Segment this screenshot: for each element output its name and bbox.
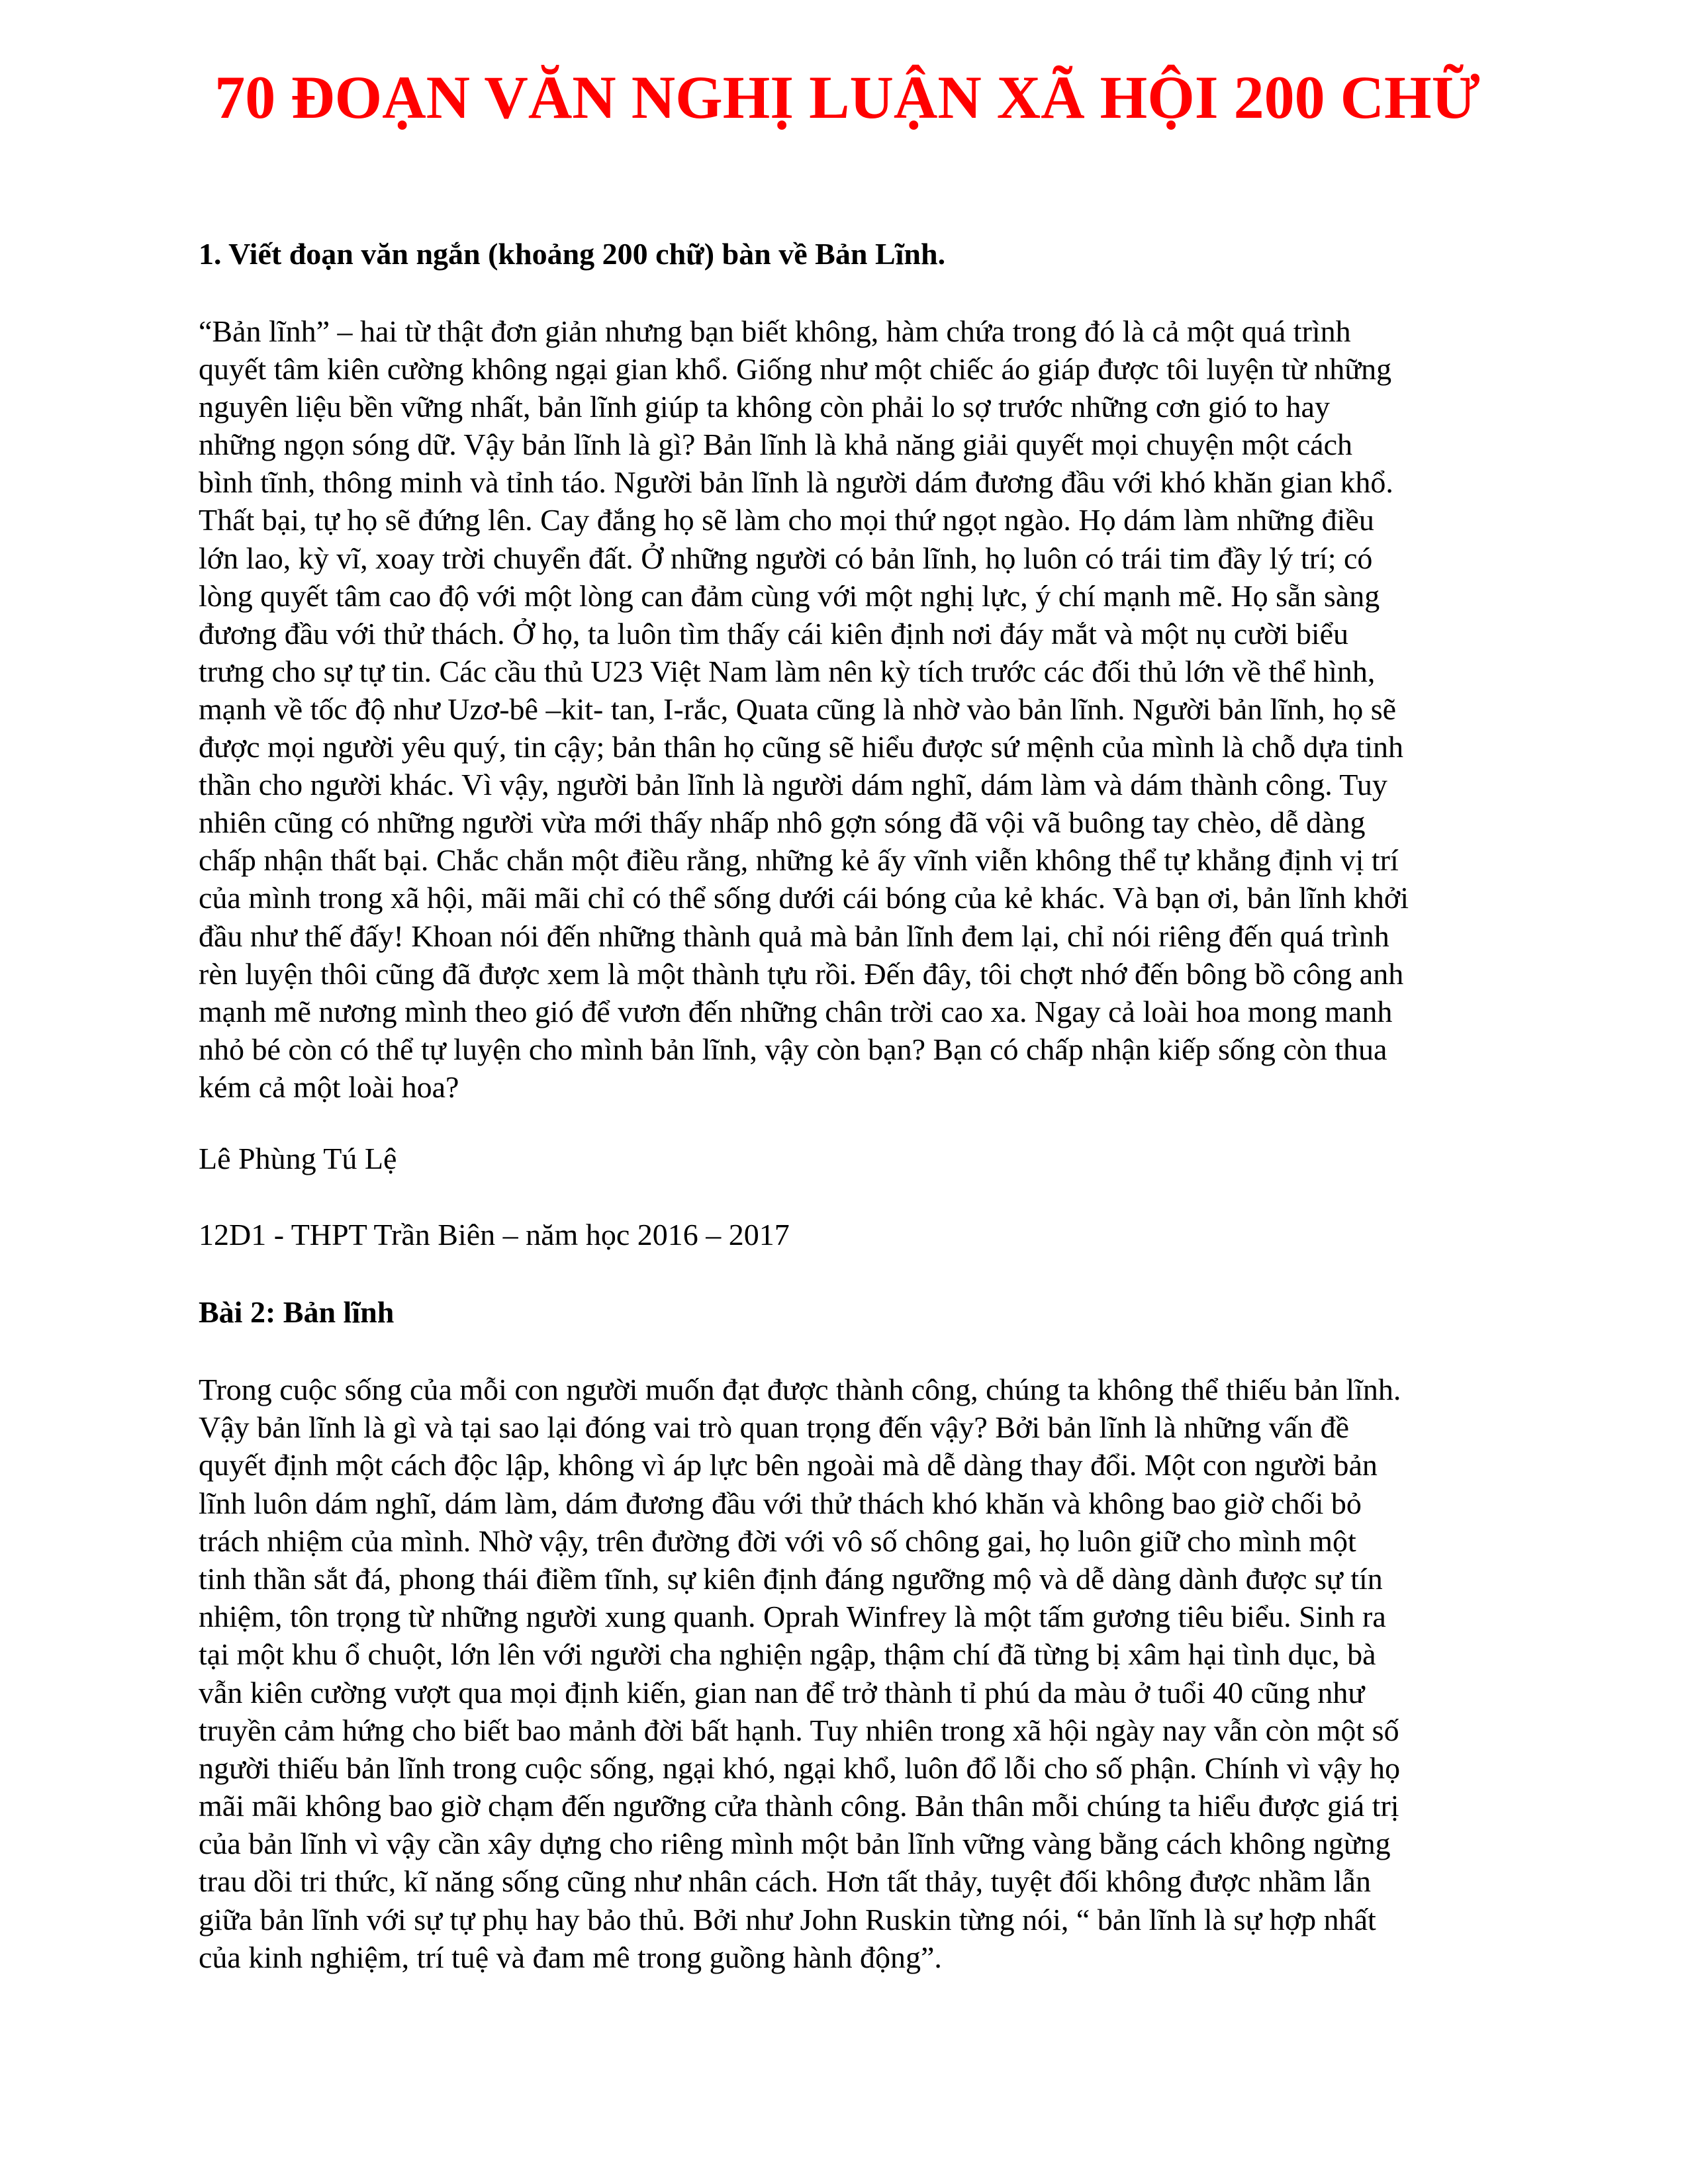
paragraph-line: người thiếu bản lĩnh trong cuộc sống, ngại khó, ngại khổ, luôn đổ lỗi cho số phận. Chính vì vậy họ [199,1751,1400,1785]
paragraph-line: nguyên liệu bền vững nhất, bản lĩnh giúp ta không còn phải lo sợ trước những cơn gió to hay [199,390,1330,424]
paragraph-line: đầu như thế đấy! Khoan nói đến những thành quả mà bản lĩnh đem lại, chỉ nói riêng đến quá trình [199,919,1389,953]
paragraph-line: nhỏ bé còn có thể tự luyện cho mình bản lĩnh, vậy còn bạn? Bạn có chấp nhận kiếp sống còn thua [199,1032,1387,1066]
paragraph-line: vẫn kiên cường vượt qua mọi định kiến, gian nan để trở thành tỉ phú da màu ở tuổi 40 cũng như [199,1675,1365,1709]
document-title: 70 ĐOẠN VĂN NGHỊ LUẬN XÃ HỘI 200 CHỮ [214,64,1480,131]
paragraph-line: mạnh mẽ nương mình theo gió để vươn đến những chân trời cao xa. Ngay cả loài hoa mong manh [199,994,1393,1028]
paragraph-line: trau dồi tri thức, kĩ năng sống cũng như nhân cách. Hơn tất thảy, tuyệt đối không được nhầm lẫn [199,1864,1371,1899]
paragraph-line: tại một khu ổ chuột, lớn lên với người cha nghiện ngập, thậm chí đã từng bị xâm hại tình dục, bà [199,1637,1376,1672]
author-name: Lê Phùng Tú Lệ [199,1142,397,1175]
paragraph-line: quyết định một cách độc lập, không vì áp lực bên ngoài mà dễ dàng thay đổi. Một con người bản [199,1448,1378,1482]
author-school: 12D1 - THPT Trần Biên – năm học 2016 – 2017 [199,1218,790,1251]
paragraph-line: tinh thần sắt đá, phong thái điềm tĩnh, sự kiên định đáng ngưỡng mộ và dễ dàng dành được sự tín [199,1561,1383,1596]
paragraph-line: mãi mãi không bao giờ chạm đến ngưỡng cửa thành công. Bản thân mỗi chúng ta hiểu được giá trị [199,1789,1399,1823]
section-1-paragraph [199,312,1496,1106]
paragraph-line: truyền cảm hứng cho biết bao mảnh đời bất hạnh. Tuy nhiên trong xã hội ngày nay vẫn còn một số [199,1713,1399,1747]
paragraph-line: nhiệm, tôn trọng từ những người xung quanh. Oprah Winfrey là một tấm gương tiêu biểu. Sinh ra [199,1600,1386,1634]
paragraph-line: đương đầu với thử thách. Ở họ, ta luôn tìm thấy cái kiên định nơi đáy mắt và một nụ cười biểu [199,616,1349,651]
paragraph-line: của kinh nghiệm, trí tuệ và đam mê trong guồng hành động”. [199,1940,942,1974]
paragraph-line: thần cho người khác. Vì vậy, người bản lĩnh là người dám nghĩ, dám làm và dám thành công. Tuy [199,768,1387,802]
paragraph-line: rèn luyện thôi cũng đã được xem là một thành tựu rồi. Đến đây, tôi chợt nhớ đến bông bồ công anh [199,956,1404,991]
paragraph-line: những ngọn sóng dữ. Vậy bản lĩnh là gì? Bản lĩnh là khả năng giải quyết mọi chuyện một cách [199,428,1353,462]
paragraph-line: giữa bản lĩnh với sự tự phụ hay bảo thủ. Bởi như John Ruskin từng nói, “ bản lĩnh là sự hợp nhất [199,1902,1376,1936]
paragraph-line: được mọi người yêu quý, tin cậy; bản thân họ cũng sẽ hiểu được sứ mệnh của mình là chỗ dựa tinh [199,730,1404,764]
paragraph-line: quyết tâm kiên cường không ngại gian khổ. Giống như một chiếc áo giáp được tôi luyện từ những [199,352,1392,387]
section-1-heading: 1. Viết đoạn văn ngắn (khoảng 200 chữ) bàn về Bản Lĩnh. [199,237,946,271]
paragraph-line: trách nhiệm của mình. Nhờ vậy, trên đường đời với vô số chông gai, họ luôn giữ cho mình một [199,1524,1356,1558]
paragraph-line: Thất bại, tự họ sẽ đứng lên. Cay đắng họ sẽ làm cho mọi thứ ngọt ngào. Họ dám làm những điều [199,503,1374,537]
paragraph-line: lĩnh luôn dám nghĩ, dám làm, dám đương đầu với thử thách khó khăn và không bao giờ chối bỏ [199,1486,1362,1520]
paragraph-line: trưng cho sự tự tin. Các cầu thủ U23 Việt Nam làm nên kỳ tích trước các đối thủ lớn về thể hình, [199,654,1376,688]
paragraph-line: mạnh về tốc độ như Uzơ-bê –kit- tan, I-rắc, Quata cũng là nhờ vào bản lĩnh. Người bản lĩnh, họ sẽ [199,692,1397,726]
paragraph-line: của bản lĩnh vì vậy cần xây dựng cho riêng mình một bản lĩnh vững vàng bằng cách không ngừng [199,1827,1391,1861]
paragraph-line: nhiên cũng có những người vừa mới thấy nhấp nhô gợn sóng đã vội vã buông tay chèo, dễ dàng [199,805,1366,840]
section-2-paragraph [199,1371,1496,1976]
paragraph-line: lớn lao, kỳ vĩ, xoay trời chuyển đất. Ở những người có bản lĩnh, họ luôn có trái tim đầy lý trí; có [199,541,1373,575]
paragraph-line: kém cả một loài hoa? [199,1069,459,1104]
paragraph-line: Trong cuộc sống của mỗi con người muốn đạt được thành công, chúng ta không thể thiếu bản lĩnh. [199,1373,1401,1406]
paragraph-line: Vậy bản lĩnh là gì và tại sao lại đóng vai trò quan trọng đến vậy? Bởi bản lĩnh là những vấn đề [199,1410,1350,1445]
paragraph-line: lòng quyết tâm cao độ với một lòng can đảm cùng với một nghị lực, ý chí mạnh mẽ. Họ sẵn sàng [199,578,1380,613]
paragraph-line: “Bản lĩnh” – hai từ thật đơn giản nhưng bạn biết không, hàm chứa trong đó là cả một quá trình [199,314,1351,348]
paragraph-line: chấp nhận thất bại. Chắc chắn một điều rằng, những kẻ ấy vĩnh viễn không thể tự khẳng định vị trí [199,843,1399,878]
paragraph-line: bình tĩnh, thông minh và tỉnh táo. Người bản lĩnh là người dám đương đầu với khó khăn gian khổ. [199,465,1393,500]
paragraph-line: của mình trong xã hội, mãi mãi chỉ có thể sống dưới cái bóng của kẻ khác. Và bạn ơi, bản lĩnh khởi [199,881,1409,915]
section-2-heading: Bài 2: Bản lĩnh [199,1295,395,1329]
